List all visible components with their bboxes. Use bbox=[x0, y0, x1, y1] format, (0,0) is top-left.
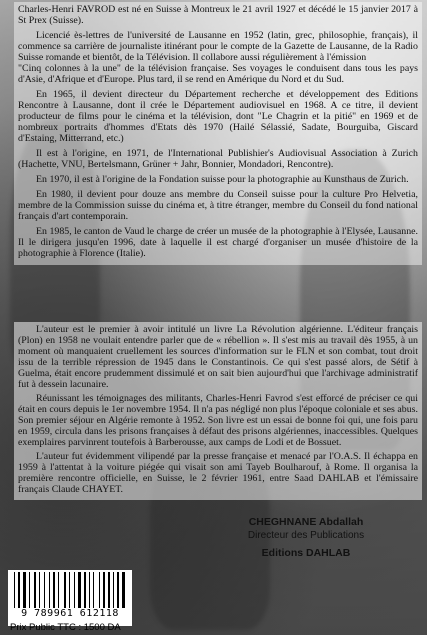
bio-paragraph: En 1980, il devient pour douze ans membre du Conseil suisse pour la culture Pro Helvetia, membre de la Commission suisse du cinéma et, à titre étranger, membre du Conseil du fond national français d'art contemporain. bbox=[18, 189, 418, 222]
barcode-bar bbox=[39, 572, 40, 608]
author-biography bbox=[14, 2, 422, 265]
barcode-bar bbox=[29, 572, 30, 608]
barcode-bar bbox=[78, 572, 81, 608]
book-summary bbox=[14, 322, 422, 500]
barcode-bar bbox=[34, 572, 36, 608]
barcode-bar bbox=[103, 572, 105, 608]
publisher-signature bbox=[236, 516, 376, 561]
isbn-number: 9 789961 612118 bbox=[21, 608, 119, 619]
barcode-bar bbox=[93, 572, 94, 608]
barcode-bar bbox=[16, 572, 17, 608]
barcode-bar bbox=[117, 572, 119, 608]
barcode-bar bbox=[37, 572, 38, 608]
barcode-bar bbox=[18, 572, 20, 608]
isbn-barcode bbox=[8, 570, 132, 633]
barcode-bar bbox=[31, 572, 33, 608]
barcode-bar bbox=[58, 572, 59, 608]
bio-paragraph: Il est à l'origine, en 1971, de l'International Publishier's Audiovisual Association à Zurich (Hachette, VNU, Bertelsmann, Grüner + Jahr, Bonnier, Mondadori, Rencontre). bbox=[18, 148, 418, 170]
barcode-bar bbox=[44, 572, 45, 608]
barcode-bar bbox=[111, 572, 112, 608]
barcode-bar bbox=[64, 572, 66, 608]
director-role: Directeur des Publications bbox=[247, 530, 365, 541]
barcode-bar bbox=[113, 572, 114, 608]
barcode-bar bbox=[101, 572, 102, 608]
barcode-bar bbox=[21, 572, 22, 608]
barcode-bar bbox=[14, 572, 15, 608]
barcode-bar bbox=[95, 572, 98, 608]
barcode-bar bbox=[82, 572, 83, 608]
summary-paragraph: L'auteur fut évidemment vilipendé par la presse française et menacé par l'O.A.S. Il échappa en 1959 à l'attentat à la voiture piégée qui visait son ami Tayeb Boulharouf, à Rome. Il organisa la première rencontre officielle, en Suisse, le 2 février 1961, entre Saad DAHLAB et l'émissaire français Claude CHAYET. bbox=[18, 451, 418, 495]
barcode-bar bbox=[67, 572, 68, 608]
barcode-bar bbox=[41, 572, 44, 608]
bio-paragraph: "Cinq colonnes à la une" de la télévision française. Ses voyages le conduisent dans tous les pays d'Asie, d'Afrique et d'Europe. Plus tard, il se rend en Amérique du Nord et du Sud. bbox=[18, 63, 418, 85]
barcode-bar bbox=[27, 572, 28, 608]
barcode-bar bbox=[89, 572, 90, 608]
bio-paragraph: En 1970, il est à l'origine de la Fondation suisse pour la photographie au Kunsthaus de Zurich. bbox=[36, 174, 409, 185]
barcode-bar bbox=[69, 572, 70, 608]
barcode-bar bbox=[74, 572, 75, 608]
barcode-bar bbox=[23, 572, 26, 608]
barcode-bar bbox=[87, 572, 88, 608]
barcode-bar bbox=[49, 572, 50, 608]
barcode-bar bbox=[106, 572, 107, 608]
bio-paragraph: Charles-Henri FAVROD est né en Suisse à Montreux le 21 avril 1927 et décédé le 15 janvier 2017 à St Prex (Suisse). bbox=[18, 4, 418, 26]
barcode-bars bbox=[14, 572, 126, 608]
barcode-bar bbox=[120, 572, 121, 608]
barcode-bar bbox=[84, 572, 86, 608]
bio-paragraph: En 1965, il devient directeur du Département recherche et développement des Editions Rencontre à Lausanne, dont il crée le Département audiovisuel en 1968. A ce titre, il devient producteur de films pour le cinéma et la télévision, dont "Le Chagrin et la pitié" en 1969 et de nombreux portraits d'hommes d'Etats dès 1970 (Hailé Sélassié, Sadate, Bourguiba, Giscard d'Estaing, Mitterrand, etc.) bbox=[18, 89, 418, 144]
summary-paragraph: L'auteur est le premier à avoir intitulé un livre La Révolution algérienne. L'éditeur français (Plon) en 1958 ne voulait entendre parler que de « rébellion ». Il s'est mis au travail dès 1955, à un moment où manquaient cruellement les sources d'information sur le FLN et son combat, tout droit issu de la terrible répression de 1945 dans le Constantinois. Ce qui s'est passé alors, de Sétif à Guelma, était encore prudemment dissimulé et on sait bien aujourd'hui que l'archivage administratif fut à dessein lacunaire. bbox=[18, 324, 418, 390]
barcode-bar bbox=[122, 572, 125, 608]
barcode-bar bbox=[53, 572, 55, 608]
bio-paragraph: Licencié ès-lettres de l'université de Lausanne en 1952 (latin, grec, philosophie, français), il commence sa carrière de journaliste itinérant pour le compte de la Gazette de Lausanne, de la Radio Suisse romande et bientôt, de la Télévision. Il collabore aussi régulièrement à l'émission bbox=[18, 30, 418, 63]
barcode-bar bbox=[51, 572, 52, 608]
barcode-bar bbox=[108, 572, 110, 608]
barcode-bar bbox=[56, 572, 57, 608]
publisher-name: Editions DAHLAB bbox=[261, 547, 351, 559]
barcode-bar bbox=[46, 572, 48, 608]
barcode-bar bbox=[115, 572, 116, 608]
director-name: CHEGHNANE Abdallah bbox=[248, 516, 364, 528]
barcode-bar bbox=[99, 572, 100, 608]
barcode-bar bbox=[60, 572, 63, 608]
barcode-bar bbox=[71, 572, 73, 608]
barcode-bar bbox=[76, 572, 77, 608]
price-label: Prix Public TTC : 1500 DA bbox=[10, 622, 121, 633]
barcode-bar bbox=[91, 572, 93, 608]
summary-paragraph: Réunissant les témoignages des militants, Charles-Henri Favrod s'est efforcé de préciser ce qui était en cours depuis le 1er novembre 1954. Il n'a pas négligé non plus l'époque coloniale et ses abus. Son premier séjour en Algérie remonte à 1952. Son livre est un essai de bonne foi qui, une fois paru en 1959, circula dans les prisons françaises à défaut des prisons algériennes, inaccessibles. Quelques exemplaires parvinrent toutefois à Barberousse, aux camps de Lodi et de Bossuet. bbox=[18, 393, 418, 448]
bio-paragraph: En 1985, le canton de Vaud le charge de créer un musée de la photographie à l'Elysée, Lausanne. Il le dirigera jusqu'en 1996, date à laquelle il est chargé d'organiser un musée d'histoire de la photographie à Florence (Italie). bbox=[18, 226, 419, 259]
